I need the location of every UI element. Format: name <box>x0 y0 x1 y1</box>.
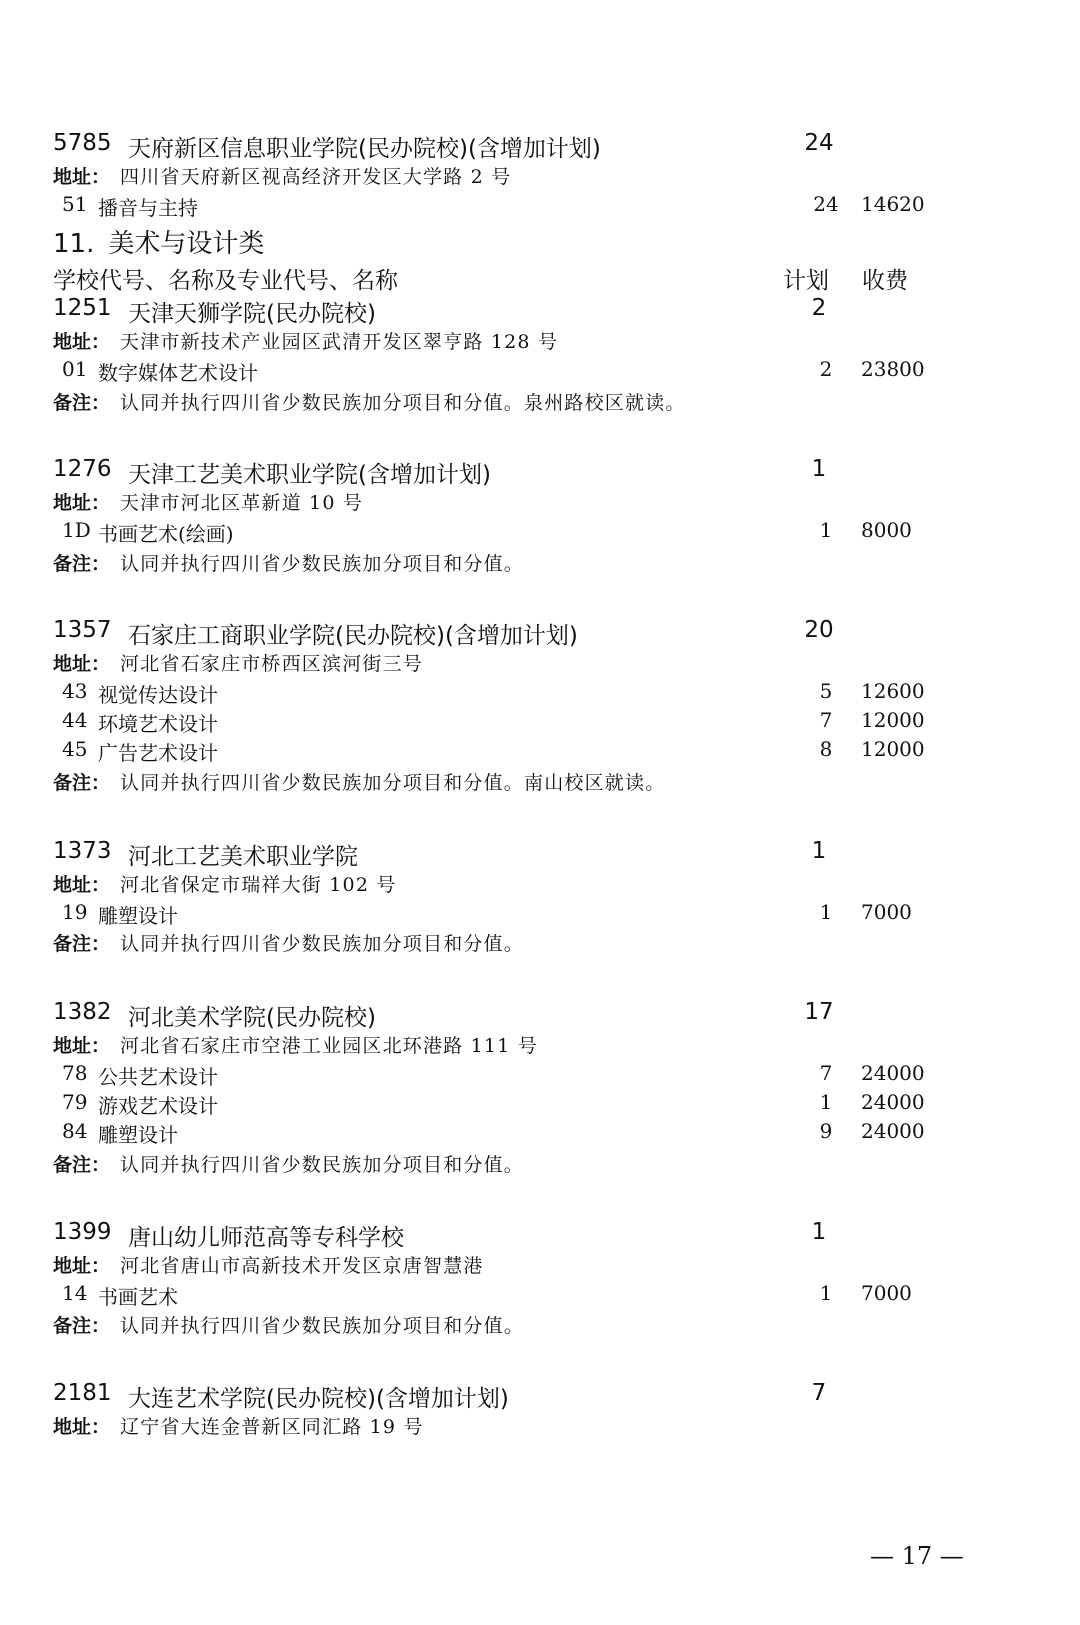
major-plan: 5 <box>819 679 833 703</box>
address-value: 河北省石家庄市桥西区滨河街三号 <box>120 653 424 675</box>
school-name: 河北美术学院(民办院校) <box>128 1005 376 1031</box>
school-name: 天津工艺美术职业学院(含增加计划) <box>128 462 491 488</box>
school-plan: 20 <box>804 617 834 643</box>
major-plan: 24 <box>813 192 839 216</box>
fee-column-header: 收费 <box>862 268 908 294</box>
major-plan: 1 <box>819 1090 833 1114</box>
section-number: 11. <box>53 229 95 259</box>
address-label: 地址： <box>53 166 111 188</box>
school-name: 大连艺术学院(民办院校)(含增加计划) <box>128 1386 509 1412</box>
note-row <box>0 929 1080 955</box>
major-row <box>0 737 1080 765</box>
major-code: 14 <box>62 1281 88 1305</box>
school-plan: 1 <box>811 838 827 864</box>
plan-column-header: 计划 <box>783 268 829 294</box>
address-row <box>0 870 1080 896</box>
note-row <box>0 1150 1080 1176</box>
school-row <box>0 617 1080 647</box>
school-plan: 1 <box>811 1219 827 1245</box>
address-row <box>0 1412 1080 1438</box>
major-row <box>0 518 1080 546</box>
major-code: 79 <box>62 1090 88 1114</box>
major-code: 43 <box>62 679 88 703</box>
section-title: 美术与设计类 <box>108 229 265 259</box>
major-plan: 1 <box>819 518 833 542</box>
major-code: 1D <box>62 518 91 542</box>
school-row <box>0 295 1080 325</box>
major-fee: 12000 <box>861 708 925 732</box>
major-fee: 14620 <box>861 192 925 216</box>
major-name: 数字媒体艺术设计 <box>98 361 258 385</box>
major-row <box>0 357 1080 385</box>
major-row <box>0 1119 1080 1147</box>
major-code: 78 <box>62 1061 88 1085</box>
school-name: 天府新区信息职业学院(民办院校)(含增加计划) <box>128 136 601 162</box>
address-label: 地址： <box>53 1255 111 1277</box>
major-fee: 24000 <box>861 1119 925 1143</box>
note-value: 认同并执行四川省少数民族加分项目和分值。泉州路校区就读。 <box>120 392 686 414</box>
major-plan: 2 <box>819 357 833 381</box>
address-value: 天津市河北区革新道 10 号 <box>120 492 364 514</box>
major-fee: 24000 <box>861 1090 925 1114</box>
major-fee: 23800 <box>861 357 925 381</box>
school-plan: 1 <box>811 456 827 482</box>
address-value: 天津市新技术产业园区武清开发区翠亨路 128 号 <box>120 331 559 353</box>
address-label: 地址： <box>53 331 111 353</box>
school-column-header: 学校代号、名称及专业代号、名称 <box>53 268 398 294</box>
school-row <box>0 1219 1080 1249</box>
page-number: — 17 — <box>870 1542 964 1570</box>
school-name: 天津天狮学院(民办院校) <box>128 301 376 327</box>
note-row <box>0 1311 1080 1337</box>
major-name: 游戏艺术设计 <box>98 1094 218 1118</box>
note-row <box>0 549 1080 575</box>
address-value: 河北省唐山市高新技术开发区京唐智慧港 <box>120 1255 484 1277</box>
address-row <box>0 327 1080 353</box>
school-row <box>0 1380 1080 1410</box>
school-code: 5785 <box>53 130 112 156</box>
major-plan: 7 <box>819 708 833 732</box>
school-plan: 2 <box>811 295 827 321</box>
address-row <box>0 488 1080 514</box>
school-code: 1399 <box>53 1219 112 1245</box>
major-name: 视觉传达设计 <box>98 683 218 707</box>
address-label: 地址： <box>53 492 111 514</box>
note-label: 备注： <box>53 1315 111 1337</box>
school-row <box>0 456 1080 486</box>
major-code: 01 <box>62 357 88 381</box>
major-fee: 24000 <box>861 1061 925 1085</box>
school-row <box>0 130 1080 160</box>
school-name: 河北工艺美术职业学院 <box>128 844 358 870</box>
address-value: 河北省石家庄市空港工业园区北环港路 111 号 <box>120 1035 538 1057</box>
school-code: 2181 <box>53 1380 112 1406</box>
note-label: 备注： <box>53 1154 111 1176</box>
major-row <box>0 1281 1080 1309</box>
address-label: 地址： <box>53 874 111 896</box>
school-code: 1251 <box>53 295 112 321</box>
major-fee: 7000 <box>861 900 912 924</box>
section-heading <box>53 223 264 260</box>
major-row <box>0 1061 1080 1089</box>
major-name: 雕塑设计 <box>98 1123 178 1147</box>
note-value: 认同并执行四川省少数民族加分项目和分值。 <box>120 1154 525 1176</box>
major-fee: 7000 <box>861 1281 912 1305</box>
note-value: 认同并执行四川省少数民族加分项目和分值。南山校区就读。 <box>120 772 666 794</box>
major-name: 书画艺术(绘画) <box>98 522 234 546</box>
major-row <box>0 1090 1080 1118</box>
major-plan: 1 <box>819 900 833 924</box>
note-label: 备注： <box>53 392 111 414</box>
address-label: 地址： <box>53 1416 111 1438</box>
major-plan: 8 <box>819 737 833 761</box>
major-fee: 8000 <box>861 518 912 542</box>
note-row <box>0 768 1080 794</box>
column-header <box>0 262 1080 292</box>
school-row <box>0 838 1080 868</box>
major-row <box>0 708 1080 736</box>
school-code: 1382 <box>53 999 112 1025</box>
major-name: 书画艺术 <box>98 1285 178 1309</box>
address-value: 辽宁省大连金普新区同汇路 19 号 <box>120 1416 424 1438</box>
major-plan: 9 <box>819 1119 833 1143</box>
address-label: 地址： <box>53 1035 111 1057</box>
school-plan: 24 <box>804 130 834 156</box>
major-name: 广告艺术设计 <box>98 741 218 765</box>
major-code: 84 <box>62 1119 88 1143</box>
address-row <box>0 649 1080 675</box>
major-plan: 7 <box>819 1061 833 1085</box>
note-label: 备注： <box>53 553 111 575</box>
major-code: 44 <box>62 708 88 732</box>
major-code: 19 <box>62 900 88 924</box>
school-code: 1357 <box>53 617 112 643</box>
school-code: 1373 <box>53 838 112 864</box>
note-value: 认同并执行四川省少数民族加分项目和分值。 <box>120 933 525 955</box>
major-plan: 1 <box>819 1281 833 1305</box>
address-value: 四川省天府新区视高经济开发区大学路 2 号 <box>120 166 512 188</box>
major-fee: 12600 <box>861 679 925 703</box>
school-name: 唐山幼儿师范高等专科学校 <box>128 1225 404 1251</box>
major-code: 45 <box>62 737 88 761</box>
major-name: 环境艺术设计 <box>98 712 218 736</box>
major-row <box>0 192 1080 220</box>
note-row <box>0 388 1080 414</box>
school-row <box>0 999 1080 1029</box>
major-name: 播音与主持 <box>98 196 198 220</box>
note-value: 认同并执行四川省少数民族加分项目和分值。 <box>120 1315 525 1337</box>
address-row <box>0 1031 1080 1057</box>
address-row <box>0 162 1080 188</box>
note-label: 备注： <box>53 933 111 955</box>
school-plan: 7 <box>811 1380 827 1406</box>
school-plan: 17 <box>804 999 834 1025</box>
address-value: 河北省保定市瑞祥大街 102 号 <box>120 874 397 896</box>
major-code: 51 <box>62 192 88 216</box>
address-row <box>0 1251 1080 1277</box>
note-label: 备注： <box>53 772 111 794</box>
address-label: 地址： <box>53 653 111 675</box>
major-row <box>0 679 1080 707</box>
note-value: 认同并执行四川省少数民族加分项目和分值。 <box>120 553 525 575</box>
school-name: 石家庄工商职业学院(民办院校)(含增加计划) <box>128 623 578 649</box>
major-row <box>0 900 1080 928</box>
major-name: 公共艺术设计 <box>98 1065 218 1089</box>
school-code: 1276 <box>53 456 112 482</box>
major-name: 雕塑设计 <box>98 904 178 928</box>
major-fee: 12000 <box>861 737 925 761</box>
